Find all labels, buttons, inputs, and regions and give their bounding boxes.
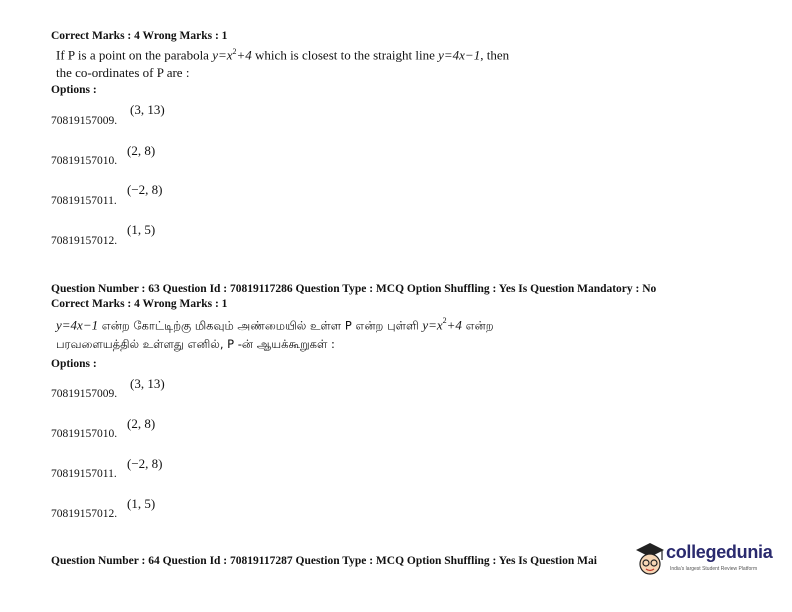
option-id: 70819157011. [51,468,117,480]
option-value: (1, 5) [127,222,156,237]
option-id: 70819157009. [51,115,118,127]
option-value: (−2, 8) [127,456,163,471]
option-value: (3, 13) [130,376,165,391]
collegedunia-watermark [634,540,773,582]
question-header: Question Number : 64 Question Id : 70819117287 Question Type : MCQ Option Shuffling : Yes Is Question Mai [51,555,597,567]
option-value: (2, 8) [127,143,156,158]
option-id: 70819157010. [51,428,118,440]
brand-name: collegedunia [666,542,773,562]
options-label: Options : [51,358,97,370]
question-text-tamil-line1: y=4x−1 என்ற கோட்டிற்கு மிகவும் அண்மையில் உள்ள P என்ற புள்ளி $y=x^2+4$ என்ற [56,316,494,333]
option-id: 70819157009. [51,388,118,400]
option-id: 70819157012. [51,508,118,520]
option-id: 70819157012. [51,235,118,247]
mascot-icon [634,540,666,580]
question-text-line2: the co-ordinates of P are : [56,65,190,80]
option-id: 70819157010. [51,155,118,167]
option-value: (2, 8) [127,416,156,431]
marks-line: Correct Marks : 4 Wrong Marks : 1 [51,298,228,310]
question-header: Question Number : 63 Question Id : 70819117286 Question Type : MCQ Option Shuffling : Yes Is Question Mandatory : No [51,283,657,295]
options-label: Options : [51,84,97,96]
option-value: (3, 13) [130,102,165,117]
marks-line: Correct Marks : 4 Wrong Marks : 1 [51,30,228,42]
option-id: 70819157011. [51,195,117,207]
question-text-tamil-line2: பரவளையத்தில் உள்ளது எனில், P -ன் ஆயக்கூறுகள் : [56,337,335,351]
option-value: (−2, 8) [127,182,163,197]
option-value: (1, 5) [127,496,156,511]
question-text-line1: If P is a point on the parabola $y=x^2+4$ which is closest to the straight line y=4x−1, then [56,47,510,63]
brand-tagline: India's largest Student Review Platform [670,566,758,572]
